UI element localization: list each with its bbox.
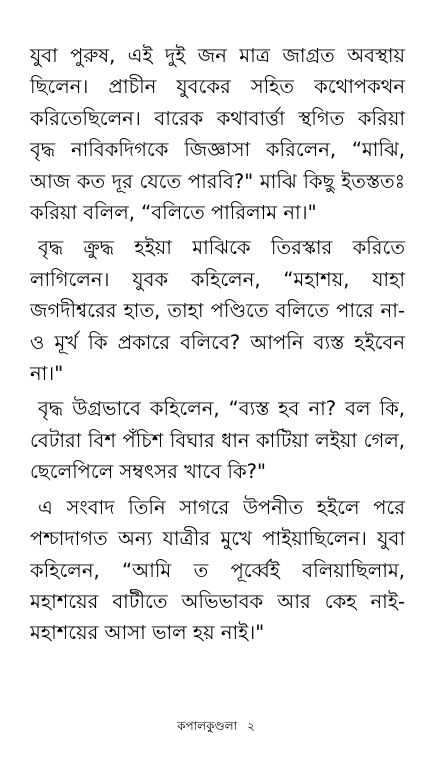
paragraph-2: বৃদ্ধ ক্রুদ্ধ হইয়া মাঝিকে তিরস্কার করিতে লাগিলেন। যুবক কহিলেন, “মহাশয়, যাহা জগদীশ্বরের হাত, তাহা পণ্ডিতে বলিতে পারে না- ও মূর্খ কি প্রকারে বলিবে? আপনি ব্যস্ত হইবেন না।" — [30, 236, 405, 386]
running-title: কপালকুণ্ডলা — [177, 719, 238, 733]
paragraph-4: এ সংবাদ তিনি সাগরে উপনীত হইলে পরে পশ্চাদাগত অন্য যাত্রীর মুখে পাইয়াছিলেন। যুবা কহিলেন, “আমি ত পূর্ব্বেই বলিয়াছিলাম, মহাশয়ের বাটীতে অভিভাবক আর কেহ নাই- মহাশয়ের আসা ভাল হয় নাই।" — [30, 495, 405, 645]
paragraph-3: বৃদ্ধ উগ্রভাবে কহিলেন, “ব্যস্ত হব না? বল কি, বেটারা বিশ পঁচিশ বিঘার ধান কাটিয়া লইয়া গেল, ছেলেপিলে সম্বৎসর খাবে কি?" — [30, 397, 405, 484]
page-number: ২ — [247, 719, 255, 733]
page-footer — [0, 718, 432, 734]
paragraph-1: যুবা পুরুষ, এই দুই জন মাত্র জাগ্রত অবস্থায় ছিলেন। প্রাচীন যুবকের সহিত কথোপকথন করিতেছিলেন। বারেক কথাবার্ত্তা স্থগিত করিয়া বৃদ্ধ নাবিকদিগকে জিজ্ঞাসা করিলেন, “মাঝি, আজ কত দূর যেতে পারবি?" মাঝি কিছু ইতস্ততঃ করিয়া বলিল, “বলিতে পারিলাম না।" — [30, 44, 405, 225]
body-text — [30, 40, 405, 653]
